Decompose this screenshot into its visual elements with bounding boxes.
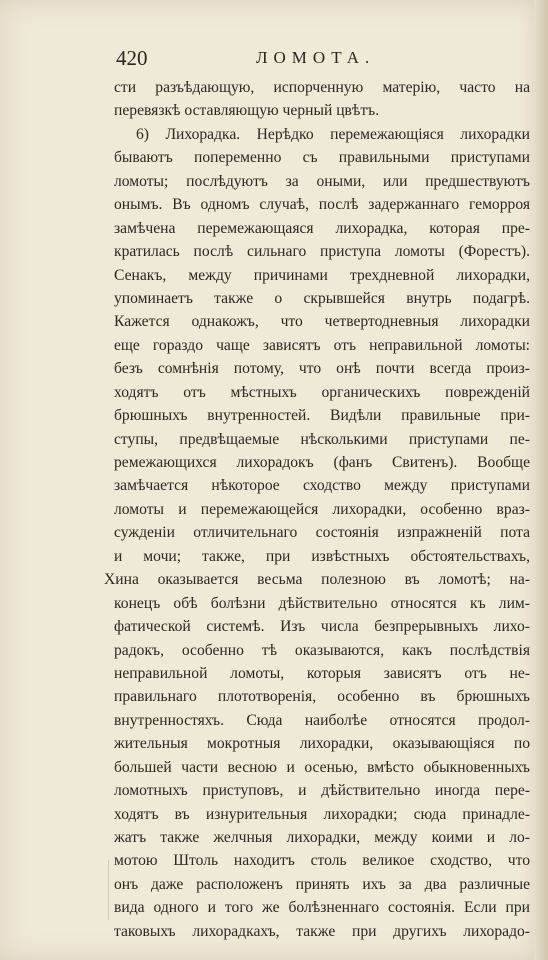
text-line: упоминаетъ также о скрывшейся внутрь подагрѣ. — [114, 289, 530, 307]
text-line: Хина оказывается весьма полезною въ ломотѣ; на- — [104, 571, 530, 589]
margin-mark — [108, 860, 109, 920]
text-line: Сенакъ, между причинами трехдневной лихорадки, — [114, 266, 530, 284]
running-title: ЛОМОТА. — [256, 48, 376, 67]
text-line: замѣчается нѣкоторое сходство между приступами — [114, 477, 530, 495]
text-line: перевязкѣ оставляющую черный цвѣтъ. — [114, 102, 380, 120]
text-line: кратилась послѣ сильнаго приступа ломоты (Форестъ). — [114, 243, 530, 261]
text-line: ступы, предвѣщаемые нѣсколькими приступами пе- — [114, 430, 530, 448]
page-header — [116, 46, 536, 72]
text-line: ходятъ отъ мѣстныхъ органическихъ поврежденій — [114, 383, 530, 401]
text-line: ломотныхъ приступовъ, и дѣйствительно иногда пере- — [114, 782, 530, 800]
text-line: брюшныхъ внутренностей. Видѣли правильные при- — [114, 407, 530, 425]
text-line: Кажется однакожъ, что четвертодневныя лихорадки — [114, 313, 530, 331]
text-line: сужденіи отличительнаго состоянія изпражненій пота — [114, 524, 530, 542]
page-edge-shadow — [534, 0, 548, 960]
text-line: и мочи; также, при извѣстныхъ обстоятельствахъ, — [114, 547, 530, 565]
text-line: большей части весною и осенью, вмѣсто обыкновенныхъ — [114, 758, 530, 776]
text-line: онъ даже расположенъ принять ихъ за два различные — [114, 875, 530, 893]
page-number: 420 — [116, 46, 148, 70]
text-line: неправильной ломоты, которыя зависятъ отъ не- — [114, 664, 530, 682]
text-line: ремежающихся лихорадокъ (фанъ Свитенъ). Вообще — [114, 454, 530, 471]
body-text — [104, 76, 530, 943]
text-line: замѣчена перемежающаяся лихорадка, которая пре- — [114, 219, 530, 237]
text-line: таковыхъ лихорадкахъ, также при другихъ лихорадо- — [114, 922, 530, 940]
text-line: онымъ. Въ одномъ случаѣ, послѣ задержаннаго геморроя — [114, 196, 530, 214]
paragraph-start-line: 6) Лихорадка. Нерѣдко перемежающіяся лихорадки — [136, 125, 530, 143]
text-line: бываютъ попеременно съ правильными приступами — [114, 149, 530, 167]
text-line: сти разъѣдающую, испорченную матерію, часто на — [114, 79, 530, 96]
text-line: жатъ также желчныя лихорадки, между коими и ло- — [114, 829, 530, 846]
text-line: ломоты и перемежающейся лихорадки, особенно враз- — [114, 500, 530, 518]
text-line: мотою Штоль находитъ столь великое сходство, что — [114, 852, 530, 870]
text-line: радокъ, особенно тѣ оказываются, какъ послѣдствія — [114, 641, 530, 659]
text-line: вида одного и того же болѣзненнаго состоянія. Если при — [114, 899, 530, 917]
text-line: фатической системѣ. Изъ числа безпрерывныхъ лихо- — [114, 618, 530, 636]
text-line: безъ сомнѣнія потому, что онѣ почти всегда произ- — [114, 360, 530, 378]
text-line: ходятъ въ изнурительныя лихорадки; сюда принадле- — [114, 805, 530, 823]
text-line: конецъ обѣ болѣзни дѣйствительно относятся къ лим- — [114, 594, 530, 612]
text-line: жительныя мокротныя лихорадки, оказывающіяся по — [114, 735, 530, 753]
text-line: внутренностяхъ. Сюда наиболѣе относятся продол- — [114, 711, 530, 729]
text-line: правильнаго плототворенія, особенно въ брюшныхъ — [114, 688, 530, 706]
text-line: ломоты; послѣдуютъ за оными, или предшествуютъ — [114, 172, 530, 190]
text-line: еще гораздо чаще зависятъ отъ неправильной ломоты: — [114, 336, 530, 354]
